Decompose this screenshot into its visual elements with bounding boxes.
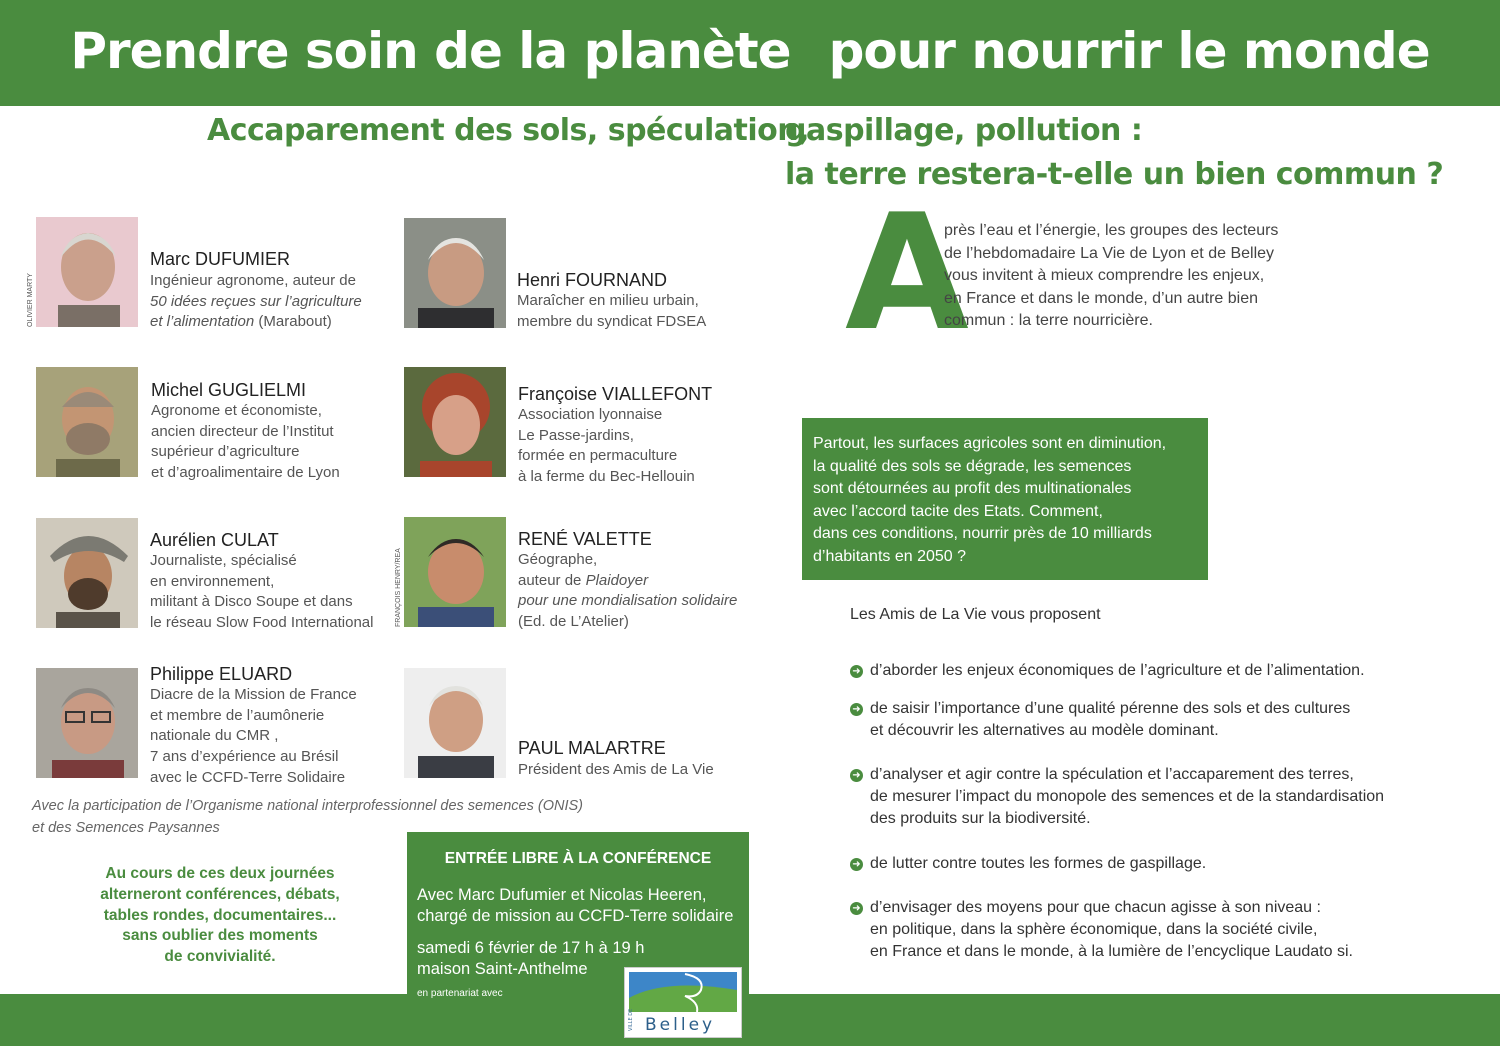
title-part1: Prendre soin de la planète [70,22,791,80]
speaker-desc-fournand: Maraîcher en milieu urbain, membre du syndicat FDSEA [517,292,707,330]
bullet-item: ➜ de lutter contre toutes les formes de gaspillage. [850,853,1206,875]
speaker-desc-culat: Journaliste, spécialisé en environnement, militant à Disco Soupe et dans le réseau Slow Food International [150,552,374,632]
speaker-desc-eluard: Diacre de la Mission de France et membre de l’aumônerie nationale du CMR , 7 ans d’expérience au Brésil avec le CCFD-Terre Solidaire [150,686,357,786]
belley-logo [624,967,742,1038]
speaker-desc-guglielmi: Agronome et économiste, ancien directeur de l’Institut supérieur d’agriculture et d’agroalimentaire de Lyon [151,402,340,482]
photo-credit-valette: FRANÇOIS HENRY/REA [395,548,402,627]
partner-label: en partenariat avec [417,988,503,999]
portrait-marc-dufumier [36,217,138,327]
days-summary: Au cours de ces deux journées alterneront conférences, débats, tables rondes, documentaires... sans oublier des moments de convivialité. [100,865,340,966]
callout-text: Partout, les surfaces agricoles sont en diminution, la qualité des sols se dégrade, les semences sont détournées au profit des multinationales avec l’accord tacite des Etats. Comment, dans ces conditions, nourrir près de 10 milliards d’habitants en 2050 ? [813,435,1167,565]
propose-intro: Les Amis de La Vie vous proposent [850,606,1101,623]
portrait-paul-malartre [404,668,506,778]
arrow-icon: ➜ [850,902,863,915]
conference-speakers: Avec Marc Dufumier et Nicolas Heeren, chargé de mission au CCFD-Terre solidaire [417,886,734,925]
speaker-name-dufumier: Marc DUFUMIER [150,249,290,269]
intro-paragraph: près l’eau et l’énergie, les groupes des lecteurs de l’hebdomadaire La Vie de Lyon et de Belley vous invitent à mieux comprendre les enjeux, en France et dans le monde, d’un autre bien commun : la terre nourricière. [944,222,1279,329]
portrait-michel-guglielmi [36,367,138,477]
speaker-name-valette: RENÉ VALETTE [518,529,652,549]
conference-when-where: samedi 6 février de 17 h à 19 h maison Saint-Anthelme [417,939,645,978]
arrow-icon: ➜ [850,858,863,871]
speaker-desc-viallefont: Association lyonnaise Le Passe-jardins, formée en permaculture à la ferme du Bec-Hellouin [518,406,695,486]
portrait-aurelien-culat [36,518,138,628]
page-title [0,22,1500,80]
callout-box [802,418,1208,580]
speaker-desc-dufumier: Ingénieur agronome, auteur de 50 idées reçues sur l’agriculture et l’alimentation (Marabout) [150,272,362,331]
svg-text:VILLE DE: VILLE DE [628,1008,634,1031]
portrait-francoise-viallefont [404,367,506,477]
photo-credit-dufumier: OLIVIER MARTY [27,273,34,327]
participation-note: Avec la participation de l’Organisme national interprofessionnel des semences (ONIS) et des Semences Paysannes [32,798,584,836]
portrait-henri-fournand [404,218,506,328]
speaker-name-malartre: PAUL MALARTRE [518,738,666,758]
bullet-item: ➜ d’aborder les enjeux économiques de l’agriculture et de l’alimentation. [850,660,1365,682]
speaker-name-fournand: Henri FOURNAND [517,270,668,290]
arrow-icon: ➜ [850,665,863,678]
belley-logo-graphic [625,968,741,1037]
bullet-item: ➜ d’envisager des moyens pour que chacun agisse à son niveau : en politique, dans la sphère économique, dans la société civile, en France et dans le monde, à la lumière de l’encyclique Laudato si. [850,897,1353,963]
subtitle-line1b: gaspillage, pollution : [785,113,1143,148]
bullet-item: ➜ d’analyser et agir contre la spéculation et l’accaparement des terres, de mesurer l’impact du monopole des semences et de la standardisation des produits sur la biodiversité. [850,764,1384,830]
conference-heading: ENTRÉE LIBRE À LA CONFÉRENCE [444,850,712,867]
speaker-desc-malartre: Président des Amis de La Vie [518,761,714,778]
speaker-name-guglielmi: Michel GUGLIELMI [151,380,307,400]
portrait-philippe-eluard [36,668,138,778]
subtitle-line2: la terre restera-t-elle un bien commun ? [785,157,1444,192]
bullet-item: ➜ de saisir l’importance d’une qualité pérenne des sols et des cultures et découvrir les alternatives au modèle dominant. [850,698,1350,742]
title-part2: pour nourrir le monde [828,22,1430,80]
subtitle-line1a: Accaparement des sols, spéculation, [207,113,810,148]
arrow-icon: ➜ [850,703,863,716]
speaker-name-culat: Aurélien CULAT [150,530,279,550]
svg-text:Belley: Belley [645,1015,716,1035]
footer-bar [0,994,1500,1046]
portrait-rene-valette [404,517,506,627]
drop-cap: A [845,179,969,366]
speaker-desc-valette: Géographe, auteur de Plaidoyer pour une mondialisation solidaire (Ed. de L’Atelier) [518,551,738,631]
speaker-name-eluard: Philippe ELUARD [150,664,293,684]
speaker-name-viallefont: Françoise VIALLEFONT [518,384,713,404]
arrow-icon: ➜ [850,769,863,782]
